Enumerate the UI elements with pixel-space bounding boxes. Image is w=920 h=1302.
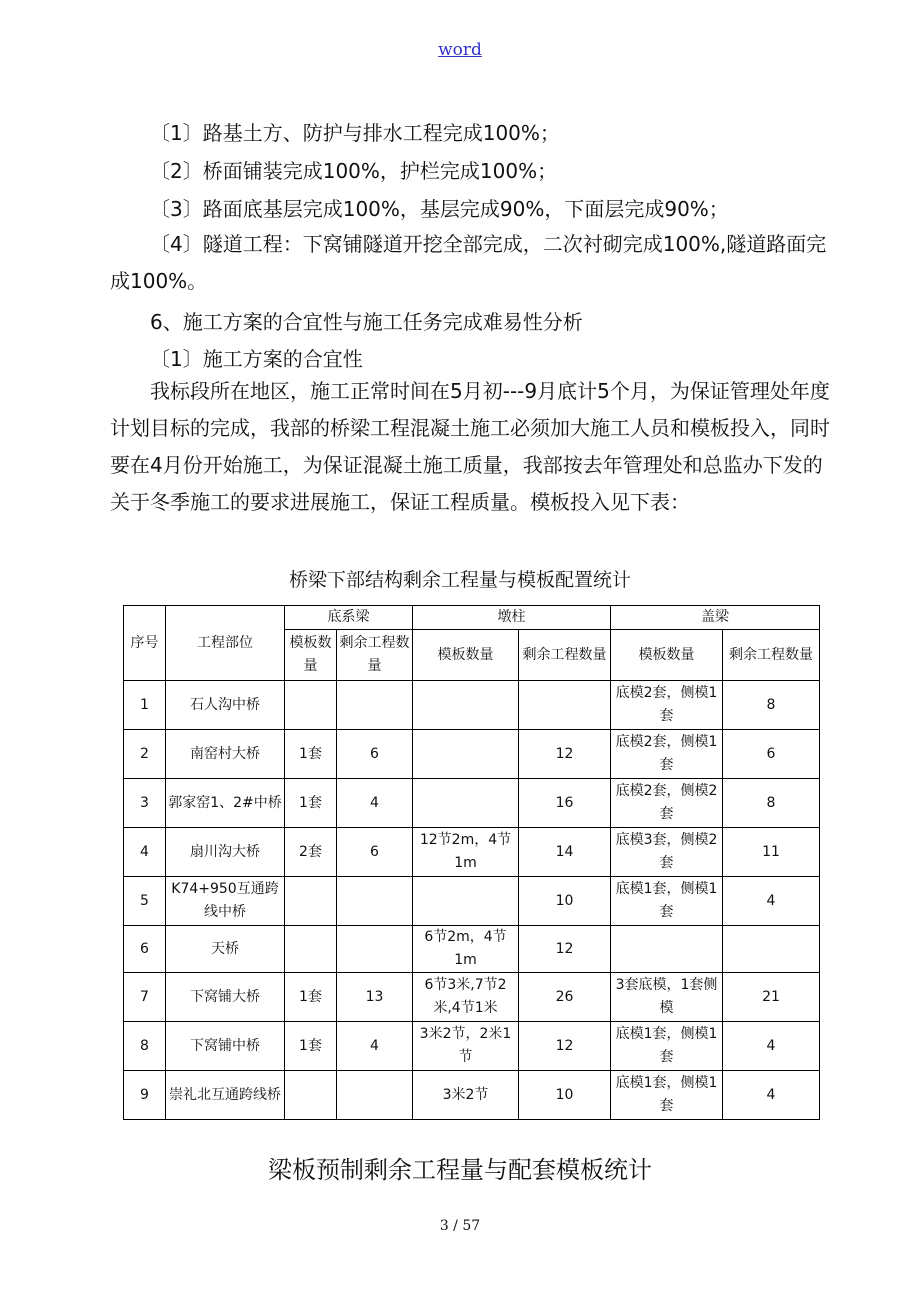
cell-g1-mold — [285, 1071, 337, 1120]
cell-g3-mold: 底模3套，侧模2套 — [611, 828, 723, 877]
cell-g1-mold: 2套 — [285, 828, 337, 877]
cell-seq: 4 — [124, 828, 166, 877]
cell-seq: 2 — [124, 730, 166, 779]
item-bridge-deck: 〔2〕桥面铺装完成100%，护栏完成100%； — [150, 159, 558, 183]
cell-seq: 5 — [124, 877, 166, 926]
cell-g3-remaining: 4 — [723, 1071, 820, 1120]
table-row — [124, 779, 820, 828]
cell-g1-remaining — [337, 926, 413, 973]
cell-g2-remaining: 26 — [519, 973, 611, 1022]
cell-g2-mold: 6节3米,7节2米,4节1米 — [413, 973, 519, 1022]
cell-seq: 9 — [124, 1071, 166, 1120]
formwork-table — [123, 605, 820, 1120]
cell-part: K74+950互通跨线中桥 — [166, 877, 285, 926]
cell-g1-remaining — [337, 1071, 413, 1120]
cell-part: 南窑村大桥 — [166, 730, 285, 779]
cell-g3-remaining: 6 — [723, 730, 820, 779]
cell-part: 下窝铺大桥 — [166, 973, 285, 1022]
cell-g3-remaining: 8 — [723, 779, 820, 828]
word-header-link[interactable]: word — [438, 40, 482, 60]
cell-g1-remaining: 6 — [337, 730, 413, 779]
cell-g1-mold — [285, 877, 337, 926]
table-row — [124, 973, 820, 1022]
item-roadbed: 〔1〕路基土方、防护与排水工程完成100%； — [150, 121, 560, 145]
cell-part: 扇川沟大桥 — [166, 828, 285, 877]
table-row — [124, 681, 820, 730]
cell-g2-remaining: 12 — [519, 926, 611, 973]
cell-g3-remaining: 8 — [723, 681, 820, 730]
cell-g3-remaining: 4 — [723, 877, 820, 926]
cell-part: 崇礼北互通跨线桥 — [166, 1071, 285, 1120]
header-g3-mold: 模板数量 — [611, 630, 723, 681]
cell-g2-mold — [413, 877, 519, 926]
cell-seq: 6 — [124, 926, 166, 973]
cell-g1-mold: 1套 — [285, 973, 337, 1022]
header-g2-mold: 模板数量 — [413, 630, 519, 681]
cell-g3-remaining: 11 — [723, 828, 820, 877]
cell-seq: 1 — [124, 681, 166, 730]
cell-g2-remaining: 12 — [519, 1022, 611, 1071]
cell-part: 石人沟中桥 — [166, 681, 285, 730]
item-tunnel: 〔4〕隧道工程：下窝铺隧道开挖全部完成，二次衬砌完成100%,隧道路面完成100%。 — [110, 232, 827, 293]
header-g1-mold: 模板数量 — [285, 630, 337, 681]
cell-g2-mold: 6节2m，4节1m — [413, 926, 519, 973]
cell-g1-mold — [285, 926, 337, 973]
header-part: 工程部位 — [166, 606, 285, 681]
cell-g2-remaining — [519, 681, 611, 730]
cell-seq: 8 — [124, 1022, 166, 1071]
cell-g2-mold: 12节2m，4节1m — [413, 828, 519, 877]
section-6-heading: 6、施工方案的合宜性与施工任务完成难易性分析 — [150, 310, 583, 334]
item-pavement: 〔3〕路面底基层完成100%，基层完成90%，下面层完成90%； — [150, 197, 729, 221]
cell-g2-mold — [413, 779, 519, 828]
table-row — [124, 1071, 820, 1120]
cell-g1-mold: 1套 — [285, 1022, 337, 1071]
header-seq: 序号 — [124, 606, 166, 681]
cell-g2-mold: 3米2节 — [413, 1071, 519, 1120]
cell-g1-remaining: 6 — [337, 828, 413, 877]
cell-g1-remaining: 4 — [337, 779, 413, 828]
cell-g3-mold: 底模1套，侧模1套 — [611, 1071, 723, 1120]
cell-g2-mold — [413, 730, 519, 779]
page-number: 3 / 57 — [439, 1218, 481, 1234]
table-row — [124, 730, 820, 779]
cell-g3-mold: 底模2套，侧模1套 — [611, 681, 723, 730]
cell-g3-remaining: 4 — [723, 1022, 820, 1071]
cell-g3-mold: 底模1套，侧模1套 — [611, 1022, 723, 1071]
table-row — [124, 828, 820, 877]
header-group-tie-beam: 底系梁 — [285, 606, 413, 630]
cell-g2-remaining: 16 — [519, 779, 611, 828]
header-g1-remaining: 剩余工程数量 — [337, 630, 413, 681]
table-row — [124, 877, 820, 926]
cell-g3-mold: 底模2套，侧模2套 — [611, 779, 723, 828]
body-paragraph: 我标段所在地区，施工正常时间在5月初---9月底计5个月，为保证管理处年度计划目标的完成，我部的桥梁工程混凝土施工必须加大施工人员和模板投入，同时要在4月份开始施工，为保证混凝土施工质量，我部按去年管理处和总监办下发的关于冬季施工的要求进展施工，保证工程质量。模板投入见下表： — [110, 379, 830, 514]
cell-seq: 7 — [124, 973, 166, 1022]
cell-g2-remaining: 12 — [519, 730, 611, 779]
cell-part: 下窝铺中桥 — [166, 1022, 285, 1071]
section-title: 梁板预制剩余工程量与配套模板统计 — [268, 1156, 652, 1184]
cell-g2-remaining: 14 — [519, 828, 611, 877]
cell-g3-mold: 3套底模，1套侧模 — [611, 973, 723, 1022]
subsection-heading: 〔1〕施工方案的合宜性 — [150, 347, 363, 371]
cell-g1-remaining: 4 — [337, 1022, 413, 1071]
cell-g1-remaining — [337, 877, 413, 926]
table-row — [124, 1022, 820, 1071]
cell-g3-remaining: 21 — [723, 973, 820, 1022]
cell-g2-remaining: 10 — [519, 1071, 611, 1120]
table-row — [124, 926, 820, 973]
header-group-pier: 墩柱 — [413, 606, 611, 630]
table-title: 桥梁下部结构剩余工程量与模板配置统计 — [288, 569, 631, 591]
cell-g2-mold: 3米2节，2米1节 — [413, 1022, 519, 1071]
header-g3-remaining: 剩余工程数量 — [723, 630, 820, 681]
cell-g1-remaining — [337, 681, 413, 730]
header-group-cap-beam: 盖梁 — [611, 606, 820, 630]
cell-g3-mold: 底模1套，侧模1套 — [611, 877, 723, 926]
cell-g1-mold — [285, 681, 337, 730]
cell-seq: 3 — [124, 779, 166, 828]
cell-g3-mold — [611, 926, 723, 973]
cell-g1-mold: 1套 — [285, 730, 337, 779]
cell-g2-remaining: 10 — [519, 877, 611, 926]
cell-g1-remaining: 13 — [337, 973, 413, 1022]
cell-part: 郭家窑1、2#中桥 — [166, 779, 285, 828]
cell-part: 天桥 — [166, 926, 285, 973]
cell-g3-remaining — [723, 926, 820, 973]
cell-g1-mold: 1套 — [285, 779, 337, 828]
header-g2-remaining: 剩余工程数量 — [519, 630, 611, 681]
cell-g2-mold — [413, 681, 519, 730]
cell-g3-mold: 底模2套，侧模1套 — [611, 730, 723, 779]
